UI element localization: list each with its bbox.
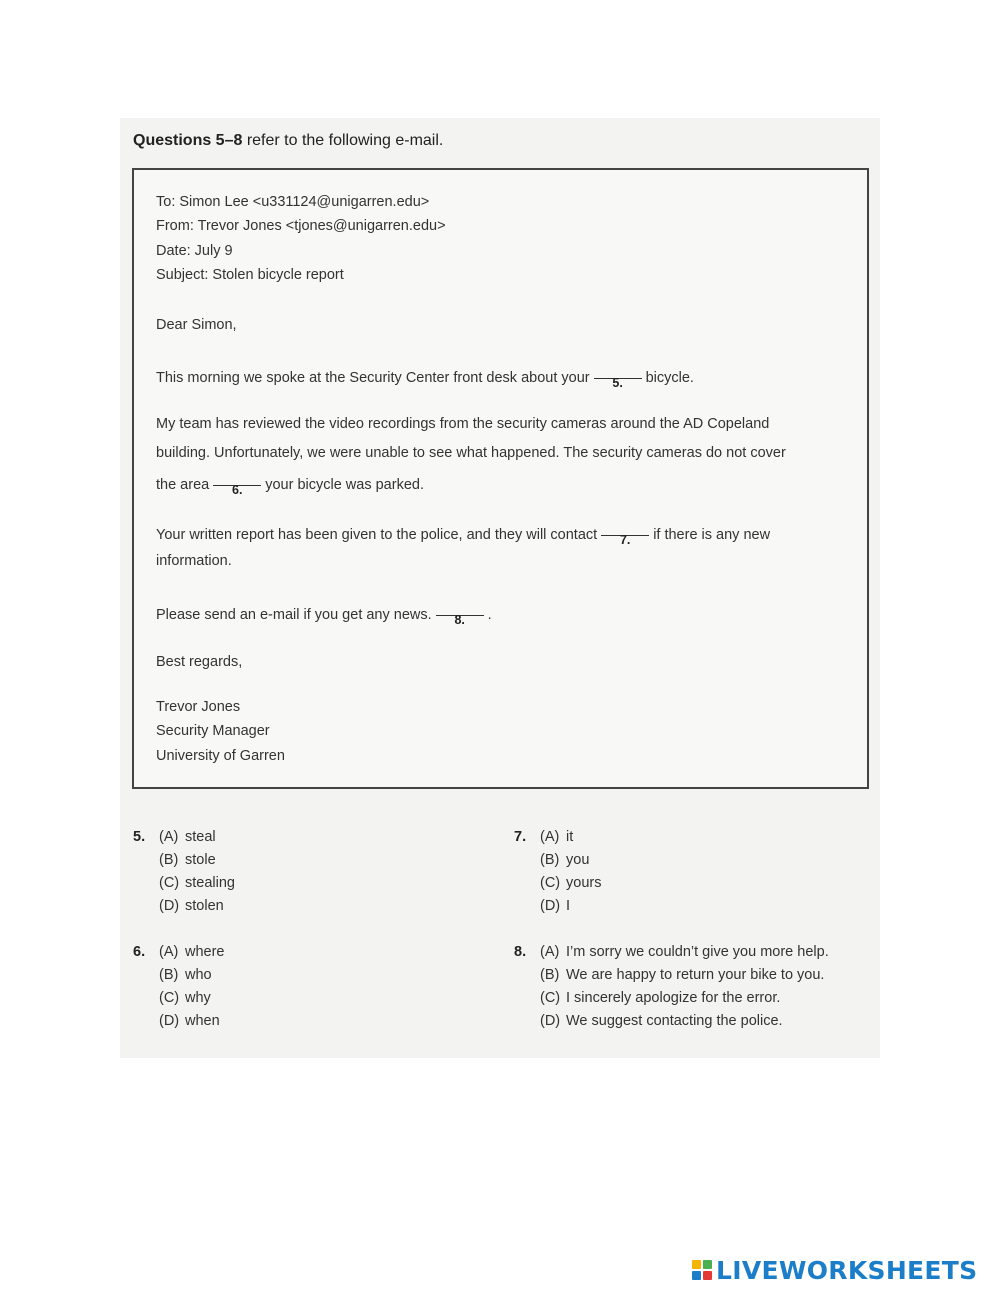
blank-8-number: 8. (454, 613, 465, 627)
option-text: I sincerely apologize for the error. (566, 990, 781, 1006)
email-closing: Best regards, (156, 654, 243, 670)
option-letter: (C) (159, 990, 180, 1006)
paragraph-2-line-3 (156, 474, 424, 497)
question-5-option-d[interactable] (159, 898, 224, 914)
option-letter: (C) (540, 990, 561, 1006)
option-letter: (D) (540, 1013, 561, 1029)
option-text: when (185, 1013, 220, 1029)
blank-5-number: 5. (612, 376, 623, 390)
option-letter: (B) (540, 967, 560, 983)
blank-7-number: 7. (619, 533, 631, 547)
logo-block (692, 1260, 701, 1269)
option-text: where (185, 944, 225, 960)
question-6-option-b[interactable] (159, 967, 212, 983)
question-5-option-a[interactable] (159, 829, 216, 845)
paragraph-2-line-2: building. Unfortunately, we were unable to see what happened. The security cameras do not cover (156, 445, 786, 461)
logo-blocks-icon (692, 1260, 712, 1280)
email-date: Date: July 9 (156, 243, 233, 259)
option-letter: (A) (159, 829, 179, 845)
blank-7[interactable] (601, 521, 649, 547)
paragraph-1 (156, 367, 694, 390)
option-letter: (D) (159, 898, 180, 914)
logo-text: LIVEWORKSHEETS (716, 1255, 978, 1285)
logo-block (692, 1271, 701, 1280)
signature-name: Trevor Jones (156, 699, 241, 715)
p4-text-after: . (487, 607, 492, 623)
paragraph-2-line-1: My team has reviewed the video recordings from the security cameras around the AD Copeland (156, 416, 770, 432)
question-7-option-d[interactable] (540, 898, 570, 914)
option-text: you (566, 852, 590, 868)
p2-text-before: the area (156, 477, 210, 493)
paragraph-3-line-1 (156, 524, 771, 547)
signature-organization: University of Garren (156, 748, 285, 764)
question-8-option-b[interactable] (540, 967, 824, 983)
option-text: stealing (185, 875, 235, 891)
blank-8[interactable] (436, 601, 484, 627)
option-letter: (C) (159, 875, 180, 891)
question-8-option-c[interactable] (540, 990, 780, 1006)
email-greeting: Dear Simon, (156, 317, 237, 333)
question-6-option-a[interactable] (159, 944, 225, 960)
option-text: steal (185, 829, 216, 845)
logo-block (703, 1271, 712, 1280)
option-text: We suggest contacting the police. (566, 1013, 783, 1029)
p2-text-after: your bicycle was parked. (265, 477, 424, 493)
question-5-number: 5. (133, 829, 146, 845)
question-6-number: 6. (133, 944, 146, 960)
p1-text-after: bicycle. (645, 370, 694, 386)
email-from: From: Trevor Jones <tjones@unigarren.edu> (156, 218, 446, 234)
email-to: To: Simon Lee <u331124@unigarren.edu> (156, 194, 430, 210)
question-7-option-a[interactable] (540, 829, 573, 845)
option-letter: (B) (540, 852, 560, 868)
question-8-option-a[interactable] (540, 944, 829, 960)
question-6-option-d[interactable] (159, 1013, 220, 1029)
p4-text-before: Please send an e-mail if you get any news. (156, 607, 432, 623)
option-text: why (185, 990, 211, 1006)
p3-text-after: if there is any new (653, 527, 771, 543)
question-8-option-d[interactable] (540, 1013, 783, 1029)
liveworksheets-logo[interactable] (692, 1256, 977, 1284)
question-5-option-c[interactable] (159, 875, 235, 891)
logo-block (703, 1260, 712, 1269)
option-text: who (185, 967, 212, 983)
option-letter: (A) (540, 944, 560, 960)
questions-range: Questions 5–8 (133, 132, 243, 149)
option-text: yours (566, 875, 602, 891)
option-text: I’m sorry we couldn’t give you more help. (566, 944, 829, 960)
option-letter: (A) (159, 944, 179, 960)
question-8-number: 8. (514, 944, 527, 960)
p1-text-before: This morning we spoke at the Security Center front desk about your (156, 370, 590, 386)
signature-title: Security Manager (156, 723, 270, 739)
option-letter: (D) (540, 898, 561, 914)
option-letter: (B) (159, 852, 179, 868)
question-7-option-c[interactable] (540, 875, 601, 891)
paragraph-4 (156, 604, 492, 627)
question-7-option-b[interactable] (540, 852, 589, 868)
question-7-number: 7. (514, 829, 527, 845)
option-letter: (C) (540, 875, 561, 891)
question-6-option-c[interactable] (159, 990, 211, 1006)
option-text: stole (185, 852, 216, 868)
blank-5[interactable] (594, 364, 642, 390)
questions-heading (133, 132, 443, 150)
question-5-option-b[interactable] (159, 852, 216, 868)
blank-6[interactable] (213, 471, 261, 497)
option-text: it (566, 829, 574, 845)
option-text: We are happy to return your bike to you. (566, 967, 825, 983)
blank-6-number: 6. (232, 483, 243, 497)
paragraph-3-line-2: information. (156, 553, 232, 569)
heading-rest: refer to the following e-mail. (242, 132, 444, 149)
option-letter: (A) (540, 829, 560, 845)
option-text: I (566, 898, 571, 914)
email-subject: Subject: Stolen bicycle report (156, 267, 344, 283)
p3-text-before: Your written report has been given to the police, and they will contact (156, 527, 598, 543)
option-letter: (B) (159, 967, 179, 983)
option-text: stolen (185, 898, 224, 914)
option-letter: (D) (159, 1013, 180, 1029)
